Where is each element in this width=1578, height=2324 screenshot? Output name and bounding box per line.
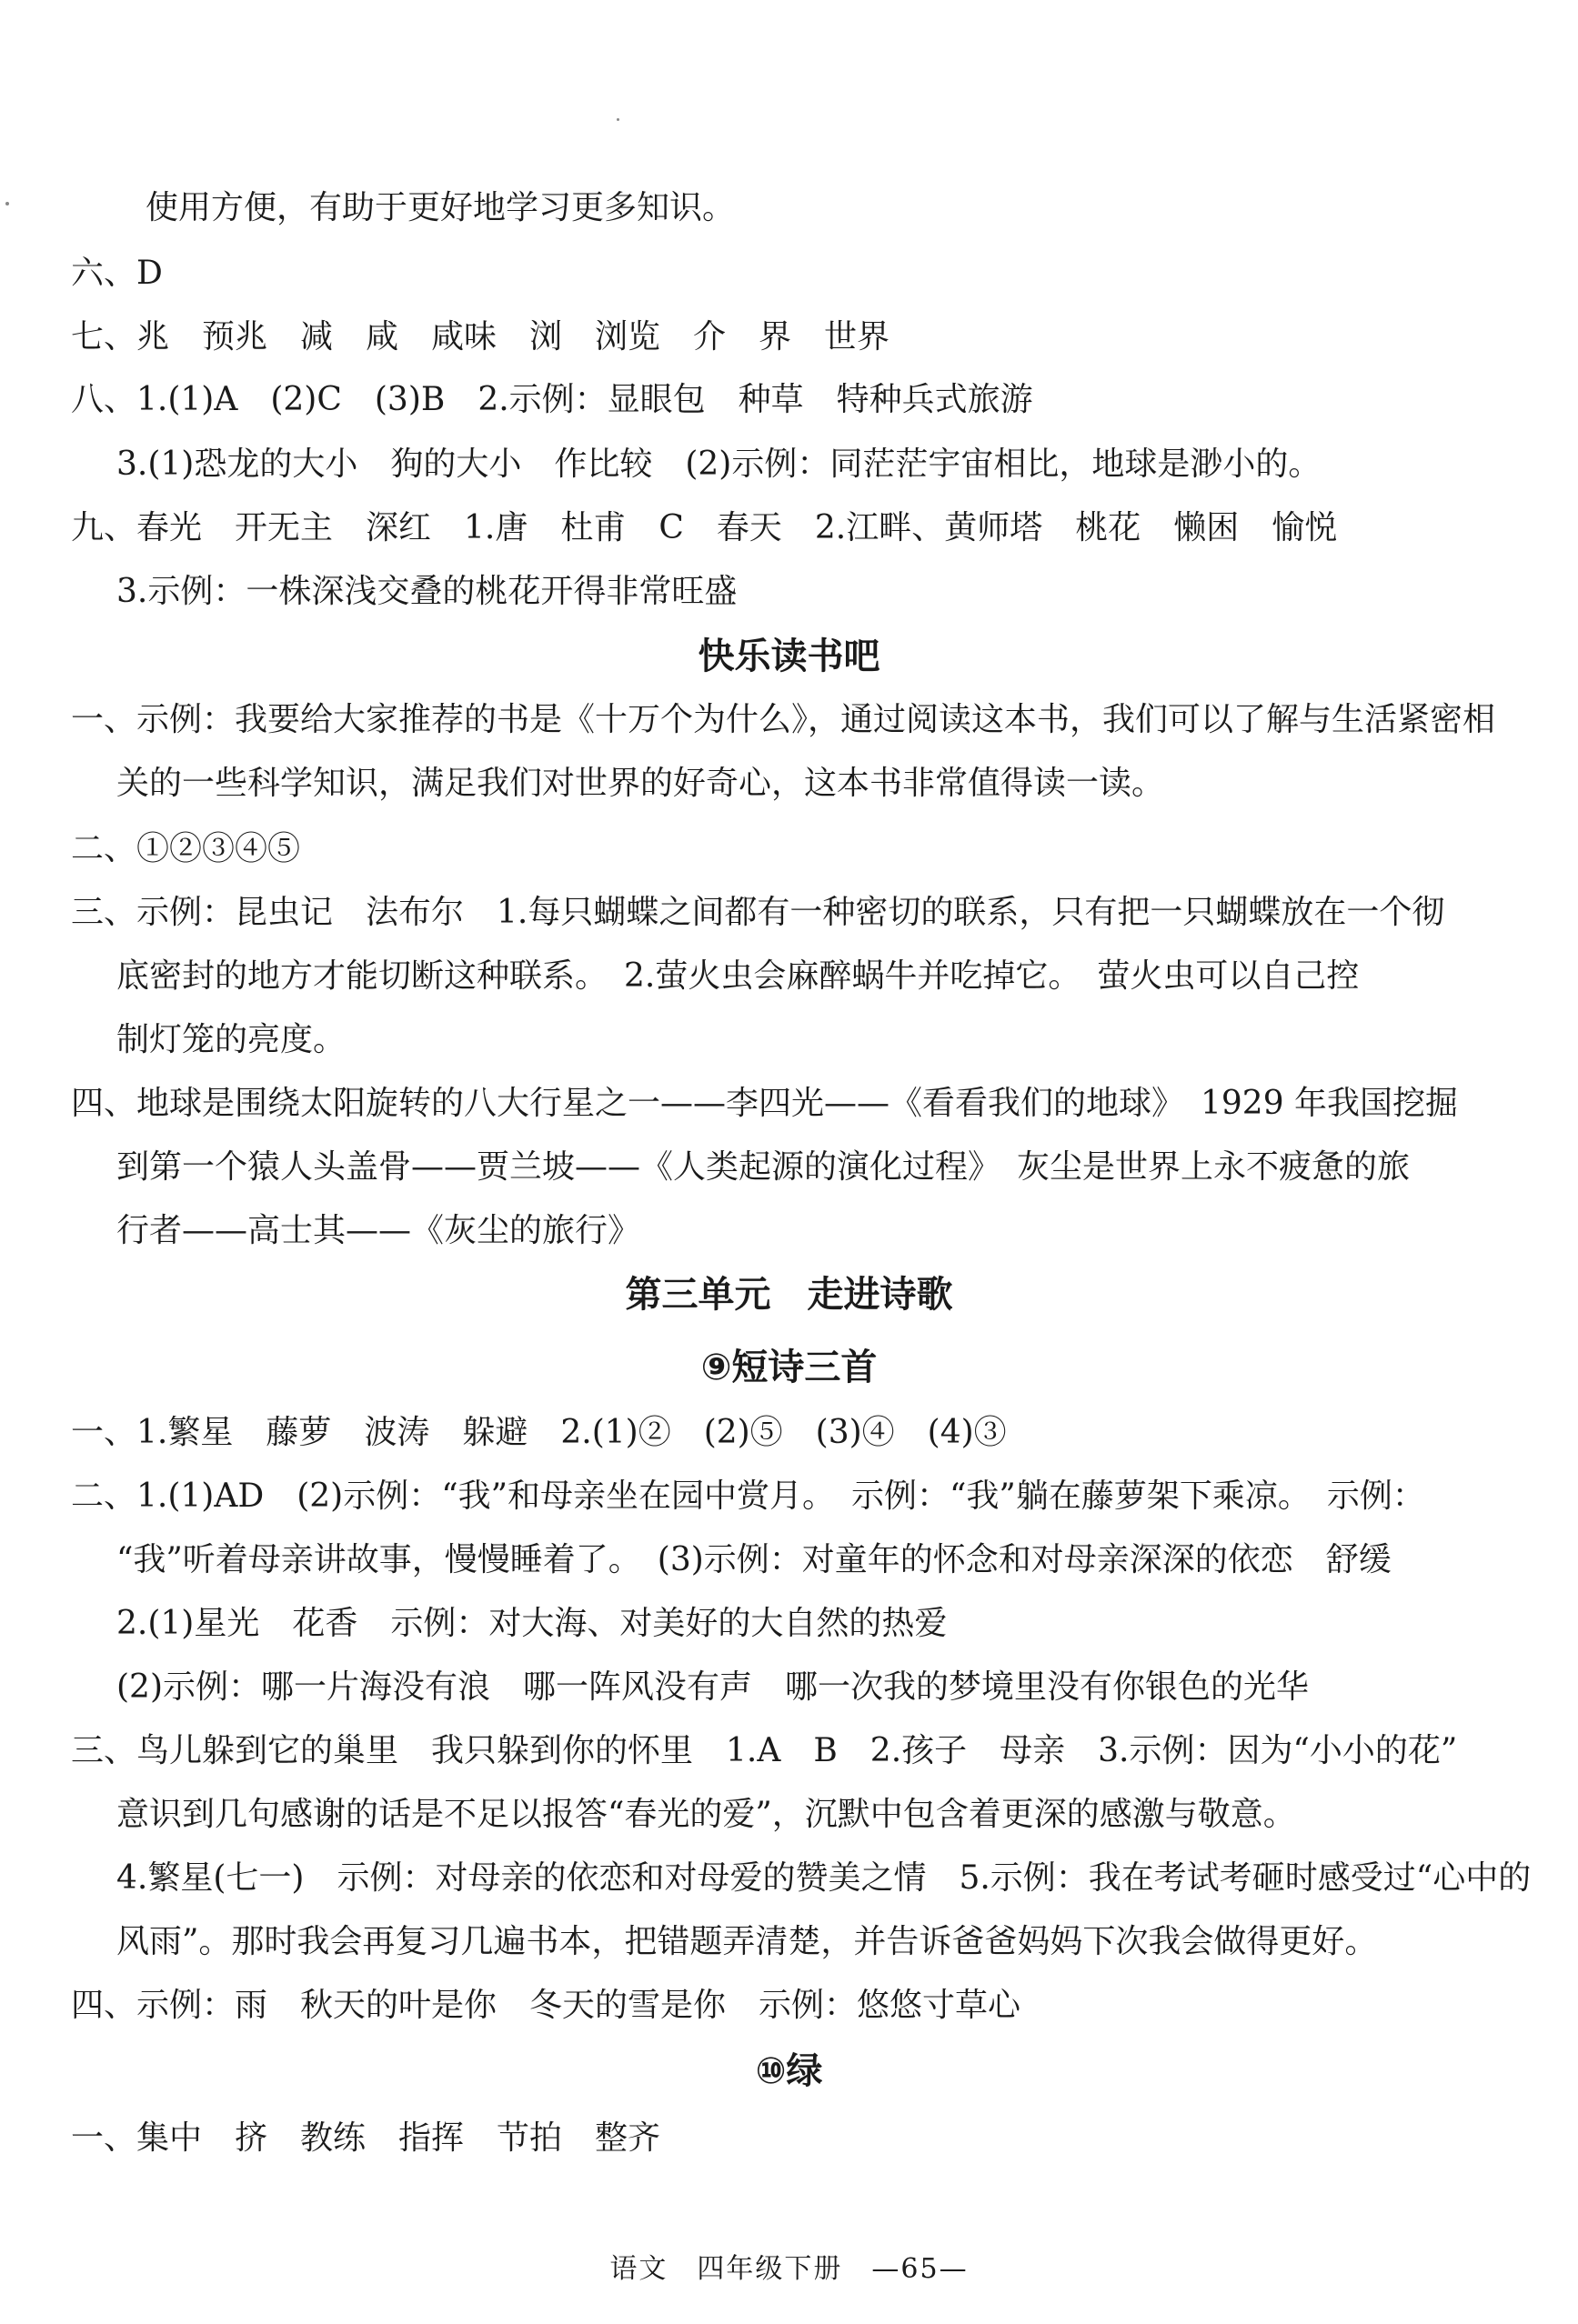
- answer-line: 底密封的地方才能切断这种联系。 2.萤火虫会麻醉蜗牛并吃掉它。 萤火虫可以自己控: [116, 957, 1360, 995]
- answer-line: 一、1.繁星 藤萝 波涛 躲避 2.(1)② (2)⑤ (3)④ (4)③: [71, 1414, 1007, 1451]
- answer-line: 三、示例：昆虫记 法布尔 1.每只蝴蝶之间都有一种密切的联系，只有把一只蝴蝶放在一个彻: [71, 894, 1445, 931]
- answer-line: (2)示例：哪一片海没有浪 哪一阵风没有声 哪一次我的梦境里没有你银色的光华: [116, 1668, 1309, 1706]
- answer-line: 三、鸟儿躲到它的巢里 我只躲到你的怀里 1.A B 2.孩子 母亲 3.示例：因为“小小的花”: [71, 1732, 1458, 1769]
- answer-line: 七、兆 预兆 减 咸 咸味 浏 浏览 介 界 世界: [71, 318, 890, 356]
- answer-line: 六、D: [71, 255, 163, 292]
- lesson-title-10: ⑩绿: [755, 2050, 823, 2092]
- answer-line: 关的一些科学知识，满足我们对世界的好奇心，这本书非常值得读一读。: [116, 765, 1165, 802]
- answer-line: 九、春光 开无主 深红 1.唐 杜甫 C 春天 2.江畔、黄师塔 桃花 懒困 愉悦: [71, 509, 1338, 546]
- answer-line: 八、1.(1)A (2)C (3)B 2.示例：显眼包 种草 特种兵式旅游: [71, 381, 1033, 418]
- page-footer: 语文 四年级下册 —65—: [609, 2253, 969, 2285]
- answer-line: 二、①②③④⑤: [71, 830, 301, 867]
- answer-line: 4.繁星(七一) 示例：对母亲的依恋和对母爱的赞美之情 5.示例：我在考试考砸时感受过“心中的: [116, 1859, 1532, 1897]
- answer-line: 使用方便，有助于更好地学习更多知识。: [146, 189, 736, 226]
- answer-line: 四、示例：雨 秋天的叶是你 冬天的雪是你 示例：悠悠寸草心: [71, 1987, 1021, 2024]
- answer-line: 3.示例：一株深浅交叠的桃花开得非常旺盛: [116, 573, 738, 610]
- answer-line: “我”听着母亲讲故事，慢慢睡着了。 (3)示例：对童年的怀念和对母亲深深的依恋 舒缓: [116, 1541, 1392, 1578]
- answer-line: 2.(1)星光 花香 示例：对大海、对美好的大自然的热爱: [116, 1605, 948, 1642]
- answer-line: 一、示例：我要给大家推荐的书是《十万个为什么》，通过阅读这本书，我们可以了解与生活紧密相: [71, 701, 1496, 738]
- lesson-title-9: ⑨短诗三首: [700, 1347, 878, 1388]
- answer-line: 3.(1)恐龙的大小 狗的大小 作比较 (2)示例：同茫茫宇宙相比，地球是渺小的。: [116, 446, 1322, 483]
- answer-line: 四、地球是围绕太阳旋转的八大行星之一——李四光——《看看我们的地球》 1929 年我国挖掘: [71, 1085, 1459, 1122]
- answer-line: 意识到几句感谢的话是不足以报答“春光的爱”，沉默中包含着更深的感激与敬意。: [116, 1796, 1296, 1833]
- answer-line: 制灯笼的亮度。: [116, 1021, 347, 1058]
- section-title-reading: 快乐读书吧: [698, 636, 880, 677]
- answer-line: 到第一个猿人头盖骨——贾兰坡——《人类起源的演化过程》 灰尘是世界上永不疲惫的旅: [116, 1148, 1411, 1186]
- scan-speck: [617, 118, 619, 121]
- unit-title: 第三单元 走进诗歌: [625, 1274, 953, 1316]
- answer-line: 一、集中 挤 教练 指挥 节拍 整齐: [71, 2119, 661, 2157]
- scan-speck: [5, 202, 9, 205]
- answer-line: 二、1.(1)AD (2)示例：“我”和母亲坐在园中赏月。 示例：“我”躺在藤萝架下乘凉。 示例：: [71, 1478, 1425, 1515]
- answer-line: 风雨”。那时我会再复习几遍书本，把错题弄清楚，并告诉爸爸妈妈下次我会做得更好。: [116, 1923, 1378, 1960]
- answer-line: 行者——高士其——《灰尘的旅行》: [116, 1212, 641, 1249]
